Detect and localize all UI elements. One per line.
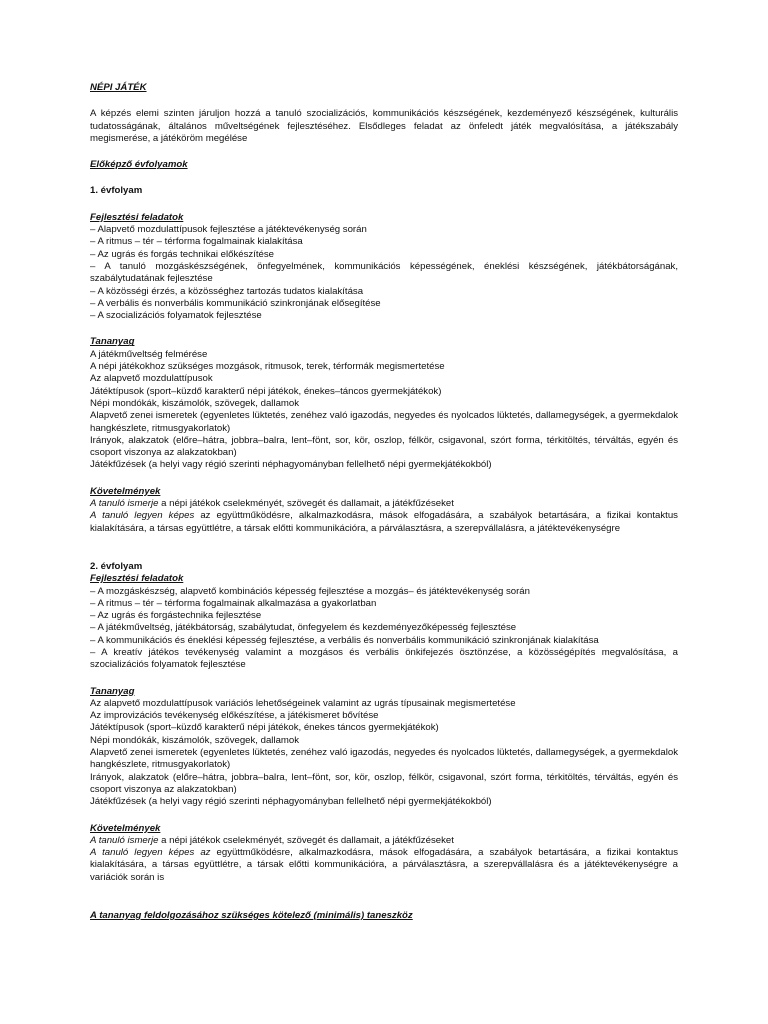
list-item: – A ritmus – tér – térforma fogalmainak alkalmazása a gyakorlatban [90,597,377,609]
requirement-lead: A tanuló ismerje [90,498,159,510]
list-item: – A szocializációs folyamatok fejlesztése [90,310,262,322]
requirement-text: a népi játékok cselekményét, szövegét és dallamait, a játékfűzéseket [158,498,454,510]
section-heading: Előképző évfolyamok [90,159,188,171]
list-item: Játéktípusok (sport–küzdő karakterű népi játékok, énekes táncos gyermekjátékok) [90,722,439,734]
grade2-dev-heading: Fejlesztési feladatok [90,573,184,585]
list-item: – A játékműveltség, játékbátorság, szabálytudat, önfegyelem és kezdeményezőképesség fejlesztése [90,622,517,634]
list-item: Népi mondókák, kiszámolók, szövegek, dallamok [90,734,300,746]
grade2-requirement [90,835,678,847]
grade1-requirement [90,498,678,510]
list-item: – Az ugrás és forgástechnika fejlesztése [90,610,262,622]
document-page [90,82,678,922]
requirement-lead: A tanuló legyen képes az [90,847,211,859]
grade2-material-list [90,698,678,809]
grade2-requirements-heading: Követelmények [90,822,161,834]
grade1-material-list [90,349,678,472]
list-item: – A mozgáskészség, alapvető kombinációs képesség fejlesztése a mozgás– és játéktevékenység során [90,585,530,597]
list-item: Népi mondókák, kiszámolók, szövegek, dallamok [90,397,300,409]
list-item: – Alapvető mozdulattípusok fejlesztése a játéktevékenység során [90,224,367,236]
requirement-text: az együttműködésre, alkalmazkodásra, mások elfogadására, a szabályok betartására, a fizikai kontaktus kialakítására, a társas együttlétre, a társak előtti kommunikációra, a párválasztásra, a szerepvállalásra, a játéktevékenységre [90,510,678,534]
list-item: Irányok, alakzatok (előre–hátra, jobbra–balra, lent–fönt, sor, kör, oszlop, félkör, csigavonal, szórt forma, térkitöltés, térváltás, egyén és csoport viszonya az alakzatokban) [90,434,678,459]
grade1-requirements-heading: Követelmények [90,485,161,497]
list-item: Irányok, alakzatok (előre–hátra, jobbra–balra, lent–fönt, sor, kör, oszlop, félkör, csigavonal, szórt forma, térkitöltés, térváltás, egyén és csoport viszonya az alakzatokban) [90,771,678,795]
list-item: Játékfűzések (a helyi vagy régió szerinti néphagyományban fellelhető népi gyermekjátékokból) [90,796,492,808]
list-item: Az improvizációs tevékenység előkészítése, a játékismeret bővítése [90,710,379,722]
list-item: Játékfűzések (a helyi vagy régió szerinti néphagyományban fellelhető népi gyermekjátékokból) [90,459,492,471]
list-item: – A kommunikációs és éneklési képesség fejlesztése, a verbális és nonverbális kommunikáció szinkronjának kialakítása [90,634,599,646]
grade1-dev-list [90,224,678,322]
list-item: Alapvető zenei ismeretek (egyenletes lüktetés, zenéhez való igazodás, negyedes és nyolcados lüktetés, dallamegységek, a gyermekdalok hangkészlete, ritmusgyakorlatok) [90,410,678,434]
footer-heading: A tananyag feldolgozásához szükséges kötelező (minimális) taneszköz [90,910,413,922]
list-item: – Az ugrás és forgás technikai előkészítése [90,248,274,260]
grade1-dev-heading: Fejlesztési feladatok [90,211,184,223]
requirement-text: együttműködésre, alkalmazkodásra, mások elfogadására, a szabályok betartására, a fizikai kontaktus kialakítására, a társas együttlétre, a társak előtti kommunikációra, a párválasztásra, a szerepvállalásra és a játéktevékenységre a variációk során is [90,847,678,883]
list-item: Játéktípusok (sport–küzdő karakterű népi játékok, énekes–táncos gyermekjátékok) [90,385,442,397]
grade2-heading: 2. évfolyam [90,560,143,572]
intro-paragraph: A képzés elemi szinten járuljon hozzá a tanuló szocializációs, kommunikációs készségének, kezdeményező készségének, kulturális tudatosságának, általános műveltségének fejlesztéséhez. Elsődleges feladat az önfeledt játék megvalósítása, a játékszabály megismerése, a játéköröm megélése [90,108,678,144]
requirement-lead: A tanuló ismerje [90,834,159,846]
grade2-material-heading: Tananyag [90,685,135,697]
list-item: – A kreatív játékos tevékenység valamint a mozgásos és verbális önkifejezés ösztönzése, a közösségépítés megvalósítása, a szocializációs folyamatok fejlesztése [90,646,678,671]
grade2-requirement [90,847,678,884]
list-item: – A ritmus – tér – térforma fogalmainak kialakítása [90,236,303,248]
list-item: A játékműveltség felmérése [90,348,208,360]
list-item: – A verbális és nonverbális kommunikáció szinkronjának elősegítése [90,297,381,309]
list-item: – A tanuló mozgáskészségének, önfegyelmének, kommunikációs képességének, éneklési készségének, játékbátorságának, szabálytudatának fejlesztése [90,260,678,285]
requirement-lead: A tanuló legyen képes [90,510,195,522]
list-item: A népi játékokhoz szükséges mozgások, ritmusok, terek, térformák megismertetése [90,361,445,373]
grade1-requirement [90,510,678,535]
list-item: Alapvető zenei ismeretek (egyenletes lüktetés, zenéhez való igazodás, negyedes és nyolcados lüktetés, dallamegységek, a gyermekdalok hangkészlete, ritmusgyakorlatok) [90,747,678,771]
list-item: Az alapvető mozdulattípusok [90,373,213,385]
grade1-material-heading: Tananyag [90,336,135,348]
list-item: – A közösségi érzés, a közösséghez tartozás tudatos kialakítása [90,285,364,297]
grade1-heading: 1. évfolyam [90,185,143,197]
grade2-dev-list [90,586,678,672]
document-title: NÉPI JÁTÉK [90,82,147,93]
requirement-text: a népi játékok cselekményét, szövegét és dallamait, a játékfűzéseket [158,834,454,846]
list-item: Az alapvető mozdulattípusok variációs lehetőségeinek valamint az ugrás típusainak megismertetése [90,697,516,709]
